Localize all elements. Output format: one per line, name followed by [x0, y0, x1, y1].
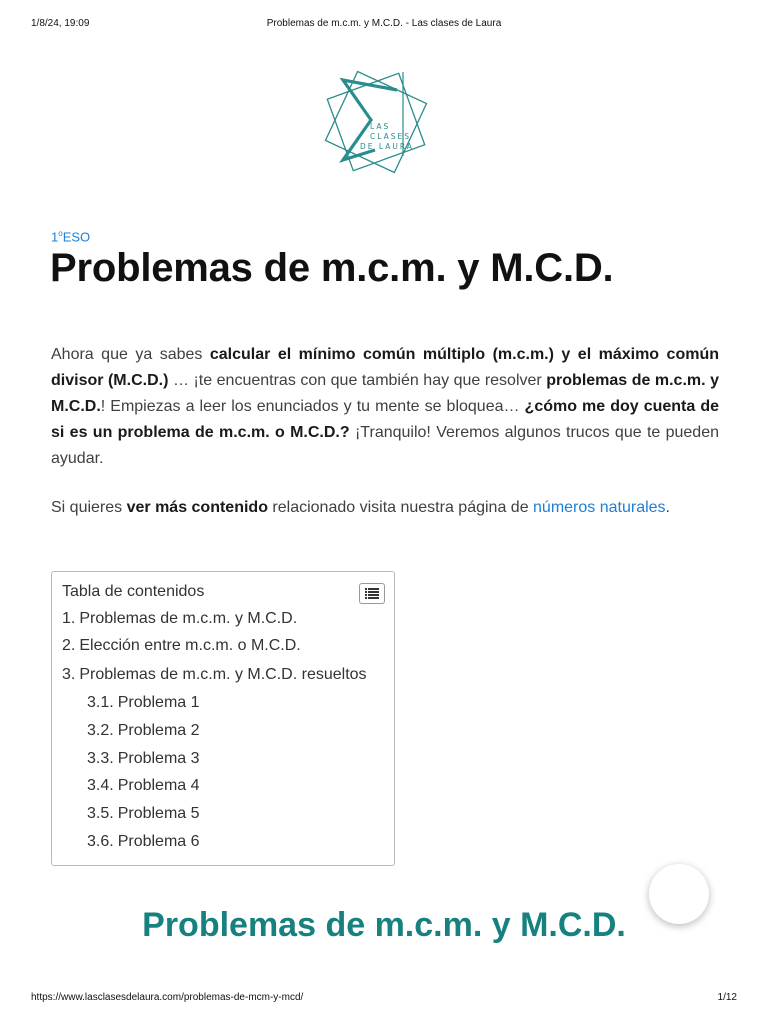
- toc-item-label: Problemas de m.c.m. y M.C.D.: [79, 610, 298, 627]
- toc-item[interactable]: [62, 610, 297, 628]
- category-suffix: ESO: [62, 229, 91, 245]
- toc-item-label: Problema 2: [117, 722, 200, 739]
- site-logo[interactable]: [305, 52, 447, 192]
- intro-bold-3: ¿cómo me doy cuenta de si es un problema de m.c.m. o M.C.D.?: [51, 398, 719, 441]
- intro-text-4: ¡Tranquilo! Veremos algunos trucos que te pueden ayudar.: [51, 424, 720, 467]
- toc-item-number: 3.: [62, 666, 76, 683]
- print-url: https://www.lasclasesdelaura.com/problemas-de-mcm-y-mcd/: [31, 992, 304, 1003]
- toc-item-label: Elección entre m.c.m. o M.C.D.: [79, 637, 301, 654]
- more-text-1: Si quieres: [51, 499, 127, 516]
- category-ordinal: o: [58, 229, 63, 238]
- print-header: [0, 18, 768, 32]
- intro-bold-1: calcular el mínimo común múltiplo (m.c.m.) y el máximo común divisor (M.C.D.): [51, 346, 719, 389]
- logo-text-clases: CLASES: [370, 132, 411, 141]
- print-datetime: 1/8/24, 19:09: [31, 18, 90, 29]
- category-link[interactable]: [51, 229, 90, 244]
- toc-item-label: Problema 3: [117, 750, 200, 767]
- section-heading: Problemas de m.c.m. y M.C.D.: [142, 906, 626, 944]
- toc-item-number: 3.3.: [87, 750, 114, 767]
- more-text-3: .: [665, 499, 670, 516]
- page-title: Problemas de m.c.m. y M.C.D.: [50, 246, 614, 290]
- toc-item-label: Problema 1: [117, 694, 200, 711]
- more-bold: ver más contenido: [126, 499, 268, 516]
- toc-item[interactable]: [62, 666, 367, 684]
- toc-item-label: Problema 5: [117, 805, 200, 822]
- logo-text-las: LAS: [370, 122, 391, 131]
- category-number: 1: [51, 229, 59, 245]
- toc-title: Tabla de contenidos: [62, 583, 205, 600]
- toc-toggle-button[interactable]: [359, 583, 385, 604]
- toc-item-label: Problema 6: [117, 833, 200, 850]
- print-footer: [0, 992, 768, 1006]
- toc-item-number: 1.: [62, 610, 76, 627]
- numeros-naturales-link[interactable]: números naturales: [533, 499, 666, 516]
- toc-item[interactable]: [87, 833, 200, 851]
- toc-item-label: Problemas de m.c.m. y M.C.D. resueltos: [79, 666, 367, 683]
- intro-text-3: ! Empiezas a leer los enunciados y tu mente se bloquea…: [100, 398, 525, 415]
- list-toggle-icon: [365, 588, 379, 599]
- toc-item[interactable]: [62, 637, 301, 655]
- toc-item-number: 3.1.: [87, 694, 114, 711]
- toc-item-number: 3.4.: [87, 777, 114, 794]
- table-of-contents: [51, 571, 395, 866]
- intro-text-2: … ¡te encuentras con que también hay que resolver: [168, 372, 547, 389]
- toc-item-number: 3.6.: [87, 833, 114, 850]
- toc-item[interactable]: [87, 805, 200, 823]
- toc-item-number: 2.: [62, 637, 76, 654]
- print-page-number: 1/12: [717, 992, 737, 1003]
- intro-text-1: Ahora que ya sabes: [51, 346, 210, 363]
- more-text-2: relacionado visita nuestra página de: [267, 499, 534, 516]
- toc-item-number: 3.5.: [87, 805, 114, 822]
- print-document-title: Problemas de m.c.m. y M.C.D. - Las clases de Laura: [266, 18, 502, 29]
- toc-item-number: 3.2.: [87, 722, 114, 739]
- intro-paragraph: [51, 342, 719, 472]
- toc-item[interactable]: [87, 777, 200, 795]
- toc-item[interactable]: [87, 722, 200, 740]
- more-content-paragraph: [51, 494, 719, 521]
- toc-item[interactable]: [87, 750, 200, 768]
- logo-text-de-laura: DE LAURA: [360, 142, 414, 151]
- toc-item[interactable]: [87, 694, 200, 712]
- toc-item-label: Problema 4: [117, 777, 200, 794]
- intro-bold-2: problemas de m.c.m. y M.C.D.: [51, 372, 719, 415]
